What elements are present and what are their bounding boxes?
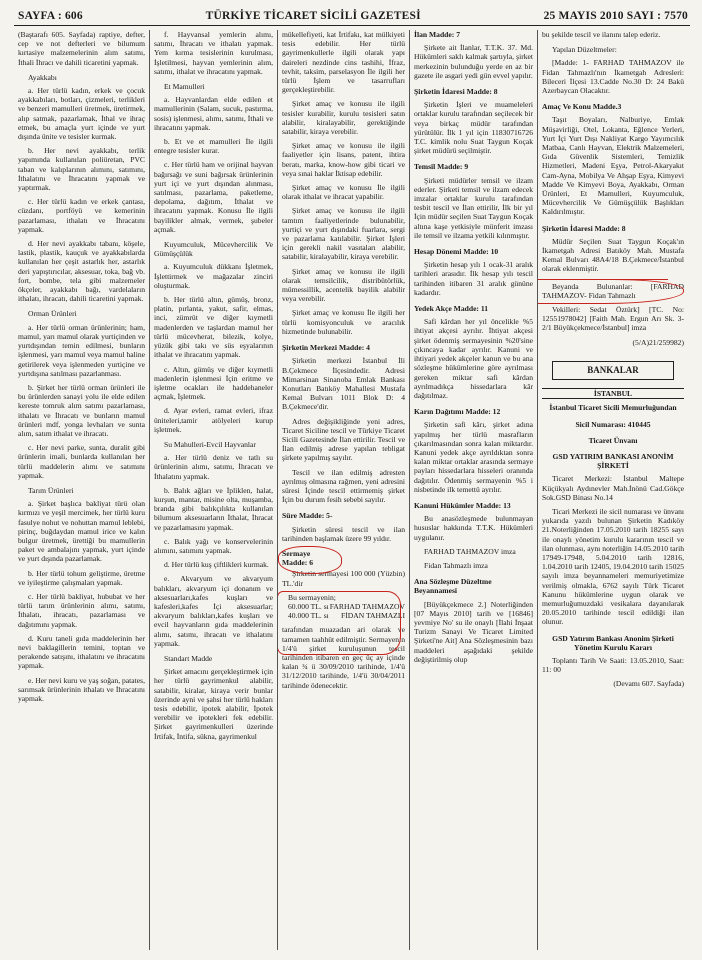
- article-heading: Şirketin İdaresi Madde: 8: [414, 87, 498, 97]
- paragraph: Beyanda Bulunanlar: [FARHAD TAHMAZOV- Fidan Tahmazlı: [542, 281, 684, 300]
- list-item: Bu sermayenin;: [288, 592, 336, 602]
- paragraph: bu şekilde tescil ve ilanını talep ederiz.: [542, 30, 661, 39]
- article-heading: Karın Dağıtımı Madde: 12: [414, 407, 501, 417]
- registry-number: Sicil Numarası: 410445: [575, 419, 651, 429]
- red-annotation-circle: [278, 546, 342, 574]
- paragraph: Adres değişikliğinde yeni adres, Ticaret Siciline tescil ve Türkiye Ticaret Sicili Gazetesinde İlan ettirilir. Tescil ve İlan edilmiş adrese yapılan tebligat şirkete yapılmış sayılır.: [282, 416, 405, 463]
- paragraph: Şirketin süresi tescil ve ilan tarihinden başlamak üzere 99 yıldır.: [282, 524, 405, 543]
- column-5: [538, 30, 688, 950]
- declarants-block: [542, 282, 684, 300]
- section-box: BANKALAR: [552, 361, 674, 380]
- paragraph: tarafından muazadan ari olarak ve tamamen taahhüt edilmiştir. Sermayenin 1/4'ü şirket kuruluşunun tescil tarihinden itibaren en geç üç ay içinde kalan ¾ ü 30/09/2010 tarihinde, 1/4'ü 31/12/2010 tarihinde, 1/4'ü 30/04/2011 tarihinde ödenecektir.: [282, 625, 405, 690]
- paragraph: Şirkete ait İlanlar, T.T.K. 37. Md. Hükümleri saklı kalmak şartıyla, şirket merkezinin bulunduğu yerde en az bir gazete ile asgari yedi gün evvel yapılır.: [414, 43, 533, 80]
- red-annotation-box: [278, 591, 401, 655]
- paragraph: c. Balık yağı ve konservelerinin alımını, satımını yapmak.: [154, 536, 273, 555]
- section-heading: Yapılan Düzeltmeler:: [552, 45, 617, 55]
- section-heading: Standart Madde: [164, 653, 213, 663]
- section-heading: Ayakkabı: [28, 72, 57, 82]
- paragraph: d. Her türlü kuş çiftlikleri kurmak.: [164, 560, 269, 570]
- paragraph: Safi kârdan her yıl öncelikle %5 ihtiyat akçesi ayrılır. İhtiyat akçesi şirket ödenmiş sermayesinin %20'sine çıkıncaya kadar ayrılır. Kanuni ve ihtiyari yedek akçeler kanun ve bu ana sözleşme hükümlerine göre ayrılması gereken miktar safi kârdan ayrılmadıkça hissedarlara kâr dağıtılmaz.: [414, 317, 533, 400]
- paragraph: Müdür Seçilen Suat Taygun Koçak'ın İkametgah Adresi Batıköy Mah. Mustafa Kemal Bulvarı 48A4/18 B.Çekmece/İstanbul olarak eklenmiştir.: [542, 236, 684, 274]
- article-heading: Temsil Madde: 9: [414, 162, 469, 172]
- paragraph: a. Her türlü orman ürünlerinin; ham, mamul, yarı mamul olarak yurtiçinden ve yurtdışından temin edilmesi, bunların işlenmesi, yarı mamul veya mamul haline getirilerek veya işlenmeden yurtiçine ve yurtdışına satılması pazarlanması.: [18, 322, 145, 378]
- paragraph: a. Kuyumculuk dükkanı İşletmek, İşlettirmek ve mağazalar zinciri oluşturmak.: [154, 262, 273, 290]
- paragraph: e. Akvaryum ve akvaryum balıkları, akvaryum içi donanım ve aksesuarları,kafes kuşları ve kafesleri,kafes İçi aksesuarlar; akvaryum balıkları,kafes kuşları ve evcil hayvanların gıda maddelerinin alımı, satımı, ihracatı ve ithalatını yapmak.: [154, 574, 273, 648]
- paragraph: Şirket amaç ve konusu ile ilgili tesisler kurabilir, kurulu tesisleri satın alabilir, kiralayabilir, gerektiğinde satabilir, kiraya verebilir.: [282, 99, 405, 137]
- paragraph: e. Her nevi kuru ve yaş soğan, patates, sarımsak ürünlerinin ithalatı ve İhracatını yapmak.: [18, 675, 145, 703]
- paragraph: Ticaret Merkezi: İstanbul Maltepe Küçükyalı Aydınevler Mah.İnönü Cad.Gökçe Sok.GSD Binası No.14: [542, 474, 684, 502]
- paragraph: Şirket amaç ve konusu ile ilgili olarak temsilcilik, distribütörlük, mümessillik, acentelik bayilik alabilir veya verebilir.: [282, 266, 405, 304]
- paragraph: [Büyükçekmece 2.] Noterliğinden [07 Mayıs 2010] tarih ve [16846] yevmiye No' su ile onaylı [İlahi İnşaat Turizm Sanayi Ve Ticaret Limited Şirketi'ne Ait] Ana Sözleşmesinin bazı maddeleri aşağıdaki şekilde değiştirilmiş olup: [414, 599, 533, 664]
- paragraph: a. Şirket başlıca bakliyat türü olan kırmızı ve yeşil mercimek, her türlü kuru fasulye nohut ve nohuttan mamul leblebi, pirinç, buğdaydan mamul irice ve kalın bulgur üretmek, ürettiği bu mamullerin paket ve ambalajını yapmak, yurt içinde ve yurt dışında pazarlamak.: [18, 499, 145, 564]
- share-amount: 60.000 TL. sı: [288, 601, 329, 611]
- paragraph: a. Her türlü deniz ve tatlı su ürünlerinin alımı, satımı, İhracatı ve İthalatını yapmak.: [154, 453, 273, 481]
- red-annotation-circle: [538, 279, 684, 304]
- paragraph: Şirketin safi kârı, şirket adına yapılmış her türlü masrafların çıkarılmasından sonra kalan miktardır. Kanuni yedek akçe ayrıldıktan sonra kalan miktar ortaklar arasında sermaye payları hissedarlara hisseleri oranında dağıtılır. Ödenmiş sermayenin %5 i nisbetinde ilk temettü ayrılır.: [414, 420, 533, 494]
- article-heading: Şirketin İdaresi Madde: 8: [542, 223, 626, 233]
- company-title: GSD YATIRIM BANKASI ANONİM ŞİRKETİ: [552, 451, 674, 471]
- paragraph: Şirket amaç ve konusu ile ilgili tamtım faaliyetlerinde bulunabilir, yurtiçi ve yurt dışındaki fuarlara, sergi ve pazarlama katılabilir. Şirket İşleri için gerekli nakil vasıtaları alabilir, satabilir, kiralayabilir, kiraya verebilir.: [282, 206, 405, 262]
- paragraph: Şirketin hesap yılı 1 ocak-31 aralık tarihleri arasıdır. İlk hesap yılı tescil tarihinden itibaren 31 aralık gününe kadardır.: [414, 260, 533, 297]
- paragraph: c. Her türlü kadın ve erkek çantası, cüzdanı, portföyü ve kemerinin pazarlaması, ithalatı ve İhracatını yapmak.: [18, 197, 145, 234]
- paragraph: b. Her nevi ayakkabı, terlik yapımında kullanılan poliüretan, PVC taban ve kalıplarının alımını, satımını, İthalatını ve İhracatını yapmak ve yaptırmak.: [18, 146, 145, 193]
- paragraph: d. Ayar evleri, ramat evleri, ifraz üniteleri,tamir atölyeleri kurup işletmek.: [154, 406, 273, 434]
- article-heading: Şirketin Merkezi Madde: 4: [282, 343, 370, 353]
- article-heading: Sermaye: [282, 548, 311, 558]
- page-header: [14, 6, 690, 26]
- paragraph: Tescil ve ilan edilmiş adresten ayrılmış olmasına rağmen, yeni adresini süresi İçinde tescil ettirmemiş şirket İçin bu durum fesih sebebi sayılır.: [282, 467, 405, 505]
- issue-date: 25 MAYIS 2010 SAYI : 7570: [543, 10, 688, 22]
- paragraph: c. Her türlü ham ve orijinal hayvan bağırsağı ve suni bağırsak ürünlerinin yurt içi ve yurt dışından alınması, satılması, pazarlama, paketleme, depolama, dağıtım, İthalat ve ihracatını yapmak. Konusu İle ilgili bayilikler almak, vermek, şubeler açmak.: [154, 160, 273, 234]
- paragraph: Bu anasözleşmede bulunmayan hususlar hakkında T.T.K. Hükümleri uygulanır.: [414, 514, 533, 542]
- share-amount: 40.000 TL. sı: [288, 611, 329, 621]
- column-2: [150, 30, 278, 950]
- paragraph: Toplantı Tarih Ve Saati: 13.05.2010, Saat: 11: 00: [542, 655, 684, 675]
- paragraph: Ticari Merkezi ile sicil numarası ve ünvanı yukarıda yazılı bulunan Şirketin Kadıköy 21.Noterliğinden 17.05.2010 tarih 18255 sayı ile onaylı yönetim kurulu kararının tescil ve ilan olunması, aynı noterliğin 14.05.2010 tarih 17949-17948, 5.04.2010 tarih 12816, 1.04.2010 tarih 12405, 19.04.2010 tarih 15025 sayılı imza beyannameleri memuriyetimize verilmiş olmakla, 6762 sayılı Türk Ticaret Kanunu hükümlerine uygun olarak ve memurluğumuzdaki vesikalara dayanılarak 20.05.2010 tarihinde tescil edildiği ilan olunur.: [542, 506, 684, 627]
- article-heading: Yedek Akçe Madde: 11: [414, 304, 489, 314]
- continued-note: (Devamı 607. Sayfada): [613, 679, 684, 689]
- paragraph: b. Et ve et mamulleri İle ilgili entegre tesisler kurar.: [154, 137, 273, 156]
- title-heading: Ticaret Ünvanı: [588, 435, 638, 445]
- paragraph: d. Kuru taneli gıda maddelerinin her nevi baklagillerin temini, toptan ve perakende satışını, ithalatını ve ihracatını yapmak.: [18, 633, 145, 671]
- partner-list: [282, 593, 405, 621]
- article-heading: Ana Sözleşme Düzeltme Beyannamesi: [414, 577, 492, 596]
- column-3: [278, 30, 410, 950]
- paragraph: Şirketi müdürler temsil ve ilzam ederler. Şirketi temsil ve ilzam edecek imzalar ortaklar kurulu tarafından tesbit tescil ve İlan ettirilir, İlk bir yıl İçin müdür seçilen Suat Taygun Koçak altına kaşe yetkisiyle münferit imzası ile temsil ve ilzama yetkili kılınmıştır.: [414, 175, 533, 240]
- partner-name: FİDAN TAHMAZLI: [340, 611, 405, 621]
- paragraph: d. Her nevi ayakkabı tabanı, köşele, lastik, plastik, kauçuk ve ayakkabılarda kullanılan her çeşit astarlık her, astarlık deri yapıştırıcılar, aksesuar, toka, bağ vb. fort, bombe, tela gibi malzemeler ökçeler, ayakkabı bağı, vardelaların ithalatı, ihracatı, dahili ticaretini yapmak.: [18, 239, 145, 304]
- article-heading: Madde: 6: [282, 558, 314, 568]
- reference-code: (5/A)21/259982): [632, 337, 684, 347]
- paragraph: Vekilleri: Sedat Öztürk] [TC. No: 12551978042] [Faith Mah. Ergun Arı Sk. 3-2/1 Büyükçekmece/İstanbul] imza: [542, 305, 684, 333]
- registry-office: İstanbul Ticaret Sicili Memurluğundan: [549, 403, 677, 413]
- paragraph: mükellefiyeti, kat İrtifakı, kat mülkiyeti tesis edebilir. Her türlü gayrimenkullerle ilgili olarak yapı daireleri nezdinde cins tashihi, İfraz, tevhit, taksim, parselasyon İle ilgili her türlü İşlem ve tasarrufları gerçekleştirebilir.: [282, 30, 405, 95]
- page-number: SAYFA : 606: [18, 10, 83, 22]
- paragraph: a. Her türlü kadın, erkek ve çocuk ayakkabıları, botları, çizmeleri, terlikleri ve benzeri mamulleri üretmek, üretirmek, alıp satmak, pazarlamak, İthal ve ihraç etmek, bu amaçla yurt içinde ve yurt dışında ünite ve tesisler kurmak.: [18, 86, 145, 142]
- paragraph: Şirketin İşleri ve muameleleri ortaklar kurulu tarafından seçilecek bir veya birkaç müdür tarafından yürütülür. İlk 1 yıl için 11830716726 T.C. kimlik nolu Suat Taygun Koçak şirket müdürü seçilmiştir.: [414, 100, 533, 156]
- article-heading: Hesap Dönemi Madde: 10: [414, 247, 499, 257]
- gazette-title: TÜRKİYE TİCARET SİCİLİ GAZETESİ: [205, 10, 421, 22]
- article-heading: GSD Yatırım Bankası Anonim Şirketi Yönetim Kurulu Kararı: [552, 633, 674, 652]
- partner-name: FARHAD TAHMAZOV: [329, 601, 405, 611]
- paragraph: c. Altın, gümüş ve diğer kıymetli madenlerin işlenmesi İçin eritme ve işletme ocakları ile haddehaneler açmak, İşletmek.: [154, 364, 273, 402]
- column-4: [410, 30, 538, 950]
- paragraph: Şirket amaç ve konusu İle ilgili olarak ithalat ve ihracat yapabilir.: [282, 183, 405, 202]
- signature-line: Fidan Tahmazlı imza: [424, 560, 488, 570]
- section-heading: Kuyumculuk, Mücevhercilik Ve Gümüşçülük: [154, 240, 273, 259]
- paragraph: b. Her türlü altın, gümüş, bronz, platin, pırlanta, yakut, safir, elmas, inci, zümrüt ve diğer kıymetli madenlerden ve taşlardan mamul her türlü mücevherat, bilezik, kolye, yüzük gibi takı ve süs eşyalarının ithalat ve ihracatını yapmak.: [154, 295, 273, 360]
- article-heading: İlan Madde: 7: [414, 30, 460, 39]
- paragraph: Şirket amaç ve konusu İle ilgili her türlü komisyonculuk ve aracılık hizmetinde bulunabilir.: [282, 308, 405, 336]
- article-heading: Süre Madde: 5-: [282, 511, 333, 521]
- section-heading: Su Mahulleri-Evcil Hayvanlar: [164, 439, 256, 449]
- article-heading: Kanuni Hükümler Madde: 13: [414, 500, 511, 510]
- text-columns: [14, 30, 690, 950]
- paragraph: c. Her türlü bakliyat, hububat ve her türlü tarım ürünlerinin alımı, satımı, İthalatı, ihracatı, pazarlaması ve dağıtımını yapmak.: [18, 591, 145, 629]
- paragraph: f. Hayvansal yemlerin alımı, satımı, İhracatı ve ithalatı yapmak. Yem kırma tesislerinin kurulması, İşletilmesi, hayvan yemlerinin alım, satımı, ithalat ve ihracatını yapmak.: [154, 30, 273, 76]
- column-1: [14, 30, 150, 950]
- paragraph: Şirket amaç ve konusu ile ilgili faaliyetler için lisans, patent, ihtira beratı, marka, know-how gibi ticari ve veya sınai haklar İktisap edebilir.: [282, 141, 405, 178]
- paragraph: b. Her türlü tohum geliştirme, üretme ve iyileştirme çalışmaları yapmak.: [18, 568, 145, 587]
- paragraph: a. Hayvanlardan elde edilen et mamullerinin (Salam, sucuk, pastırma, sosis) işlenmesi, alımı, satımı, İthali ve ihracatını yapmak.: [154, 95, 273, 132]
- paragraph: Şirketin sermayesi 100 000 (Yüzbin) TL.'dir: [282, 569, 405, 588]
- paragraph: b. Şirket her türlü orman ürünleri ile bu ürünlerden sanayi yolu ile elde edilen kereste tomruk alım satımı pazarlaması, ithalatı ve İhracatı ve bunların mamul ürünleri mdf, yonga levhaları ve sunta alım, satım ithalat ve ihracatı.: [18, 382, 145, 438]
- paragraph: c. Her nevi parke, sunta, duralit gibi ürünlerin imali, bunlarda kullanılan her türlü maddelerin alımı ve satımını yapmak.: [18, 443, 145, 480]
- paragraph: [Madde: 1- FARHAD TAHMAZOV ile Fidan Tahmazlı'nın İkametgah Adresleri: Bileceri İlçesi 13.Cadde No.30 D: 24 Bakü Azerbaycan Olacaktır.: [542, 58, 684, 96]
- paragraph: (Baştarafı 605. Sayfada) raptiye, defter, cep ve not defterleri ve bilumum kırtasiye malzemelerinin alım satımı, İthali İhracı ve dahili ticaretini yapmak.: [18, 30, 145, 67]
- city-bar: İSTANBUL: [542, 388, 684, 399]
- paragraph: Şirket amacını gerçekleştirmek için her türlü gayrimenkul alabilir, satabilir, kiralar, kiraya verir bunlar üzerinde ayni ve şahsi her türlü hakları tesis edebilir, ipotek alabilir, İpotek verebilir ve ipotekleri fek edebilir. Şirket gayrimenkulleri üzerinde İrtifak, İntifa, sükna, gayrimenkul: [154, 667, 273, 741]
- paragraph: b. Balık ağları ve İpliklen, halat, kurşun, mantar, misine olta, muşamba, branda gibi balıkçılıkta kullanılan bilumum aksesuarların İthalat, İhracat ve pazarlamasını yapmak.: [154, 485, 273, 532]
- article-heading: Amaç Ve Konu Madde.3: [542, 102, 622, 112]
- section-heading: Tarım Ürünleri: [28, 485, 74, 495]
- paragraph: Şirketin merkezi İstanbul İli B.Çekmece İlçesindedir. Adresi Mimarsinan Sinanoba Emlak Bankası Konutları Batıköy Mahallesi Mustafa Kemal Bulvarı 1011 Blok D: 4 B.Çekmece'dir.: [282, 356, 405, 412]
- signature-line: FARHAD TAHMAZOV imza: [424, 546, 516, 556]
- section-heading: Orman Ürünleri: [28, 309, 77, 319]
- section-heading: Et Mamulleri: [164, 82, 205, 92]
- paragraph: Taşıt Boyaları, Nalburiye, Emlak Müşavirliği, Otel, Lokanta, Eğlence Yerleri, Yurt İçi Yurt Dışı Nakliyat Kargo Yayımcılık Matbaa, Canlı Hayvan, Elektrik Malzemeleri, Gıda Güvenlik Sistemleri, Temizlik Hizmetleri, Madeni Eşya, Petrol-Akaryakıt Cam-Ayna, Mobilya Ve Ahşap Eşya, Kimyevi Madde Ve Kimyevi Boya, Ayakkabı, Orman Ürünleri, Et Mamulleri, Kuyumculuk, Mücevhercilik Ve Gümüşçülük Başlıkları Kaldırılmıştır.: [542, 115, 684, 217]
